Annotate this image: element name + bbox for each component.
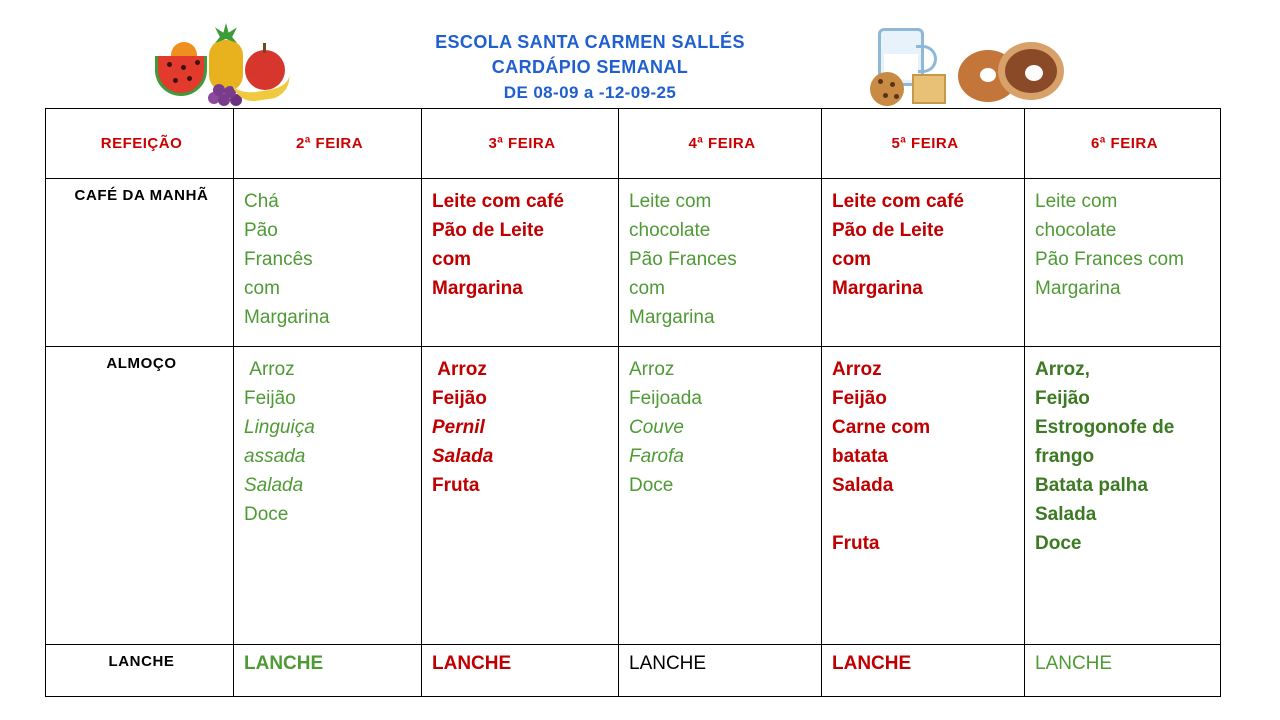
menu-item-line: batata <box>832 446 888 467</box>
menu-item-line: Linguiça <box>244 417 315 438</box>
menu-item-line: Chá <box>244 191 279 212</box>
menu-item-line: Arroz <box>832 359 882 380</box>
column-header-meal: REFEIÇÃO <box>46 109 234 179</box>
cell-breakfast-wednesday <box>619 179 822 347</box>
menu-item-line: Arroz, <box>1035 359 1090 380</box>
menu-item-line: Leite com café <box>432 191 564 212</box>
column-header-tuesday: 3ª FEIRA <box>422 109 619 179</box>
menu-item-line: Francês <box>244 249 313 270</box>
weekly-menu-table <box>45 108 1221 697</box>
menu-item-line: LANCHE <box>629 653 707 674</box>
menu-item-line: Leite com café <box>832 191 964 212</box>
menu-item-line: Fruta <box>832 533 880 554</box>
bread-milk-icon <box>866 22 1076 106</box>
column-header-monday: 2ª FEIRA <box>234 109 422 179</box>
menu-item-line: Feijão <box>1035 388 1090 409</box>
menu-item-line: Doce <box>244 504 289 525</box>
table-row <box>46 645 1221 697</box>
menu-item-line: Feijão <box>832 388 887 409</box>
page-title <box>310 30 870 105</box>
menu-item-line: Carne com <box>832 417 931 438</box>
cell-breakfast-tuesday <box>422 179 619 347</box>
menu-item-line: Couve <box>629 417 684 438</box>
menu-item-line: Leite com <box>629 191 712 212</box>
menu-item-line: Pão Frances com <box>1035 249 1184 270</box>
menu-item-line: Pão Frances <box>629 249 737 270</box>
cell-snack-thursday <box>822 645 1025 697</box>
menu-item-line: LANCHE <box>244 653 324 674</box>
menu-item-line: Feijão <box>432 388 487 409</box>
table-row <box>46 347 1221 645</box>
menu-item-line: com <box>832 249 872 270</box>
menu-item-line: Pão de Leite <box>432 220 544 241</box>
cell-lunch-tuesday <box>422 347 619 645</box>
menu-item-line: Margarina <box>244 307 330 328</box>
column-header-wednesday: 4ª FEIRA <box>619 109 822 179</box>
column-header-thursday: 5ª FEIRA <box>822 109 1025 179</box>
menu-item-line: Feijão <box>244 388 296 409</box>
menu-item-line: Doce <box>1035 533 1082 554</box>
title-line-3: DE 08-09 a -12-09-25 <box>503 83 677 102</box>
meal-label-lunch: ALMOÇO <box>46 347 234 645</box>
title-line-1: ESCOLA SANTA CARMEN SALLÉS <box>435 32 745 52</box>
menu-item-line: Arroz <box>629 359 675 380</box>
table-body <box>46 179 1221 697</box>
menu-item-line: com <box>629 278 665 299</box>
table-row <box>46 179 1221 347</box>
menu-item-line: frango <box>1035 446 1095 467</box>
menu-item-line: chocolate <box>629 220 711 241</box>
menu-item-line: Arroz <box>244 359 295 380</box>
meal-label-snack: LANCHE <box>46 645 234 697</box>
menu-item-line: Doce <box>629 475 674 496</box>
menu-item-line: Fruta <box>432 475 480 496</box>
cell-lunch-wednesday <box>619 347 822 645</box>
menu-item-line: Leite com <box>1035 191 1118 212</box>
menu-item-line: Batata palha <box>1035 475 1148 496</box>
menu-item-line: Margarina <box>1035 278 1121 299</box>
menu-item-line: Feijoada <box>629 388 702 409</box>
menu-item-line: Pão <box>244 220 278 241</box>
menu-item-line: Estrogonofe de <box>1035 417 1175 438</box>
menu-item-line: Arroz <box>432 359 487 380</box>
fruit-basket-icon <box>153 22 301 104</box>
menu-item-line: LANCHE <box>1035 653 1113 674</box>
cell-breakfast-thursday <box>822 179 1025 347</box>
page-header <box>0 0 1280 108</box>
column-header-friday: 6ª FEIRA <box>1025 109 1221 179</box>
menu-item-line: Salada <box>432 446 494 467</box>
cell-breakfast-monday <box>234 179 422 347</box>
menu-item-line: chocolate <box>1035 220 1117 241</box>
table-header-row <box>46 109 1221 179</box>
cell-lunch-monday <box>234 347 422 645</box>
title-line-2: CARDÁPIO SEMANAL <box>491 57 689 77</box>
menu-item-line: assada <box>244 446 306 467</box>
cell-snack-tuesday <box>422 645 619 697</box>
menu-item-line: Margarina <box>832 278 923 299</box>
menu-item-line: com <box>244 278 280 299</box>
menu-item-line: Salada <box>832 475 894 496</box>
cell-lunch-friday <box>1025 347 1221 645</box>
menu-item-line: LANCHE <box>832 653 912 674</box>
menu-item-line: Farofa <box>629 446 684 467</box>
menu-item-line: LANCHE <box>432 653 512 674</box>
cell-snack-monday <box>234 645 422 697</box>
menu-item-line: Margarina <box>432 278 523 299</box>
cell-lunch-thursday <box>822 347 1025 645</box>
cell-snack-friday <box>1025 645 1221 697</box>
menu-item-line: Salada <box>244 475 304 496</box>
menu-item-line: com <box>432 249 472 270</box>
cell-breakfast-friday <box>1025 179 1221 347</box>
menu-item-line: Pão de Leite <box>832 220 944 241</box>
menu-item-line: Salada <box>1035 504 1097 525</box>
cell-snack-wednesday <box>619 645 822 697</box>
menu-item-line: Pernil <box>432 417 485 438</box>
meal-label-breakfast: CAFÉ DA MANHÃ <box>46 179 234 347</box>
menu-item-line: Margarina <box>629 307 715 328</box>
menu-item-line <box>832 500 1018 529</box>
